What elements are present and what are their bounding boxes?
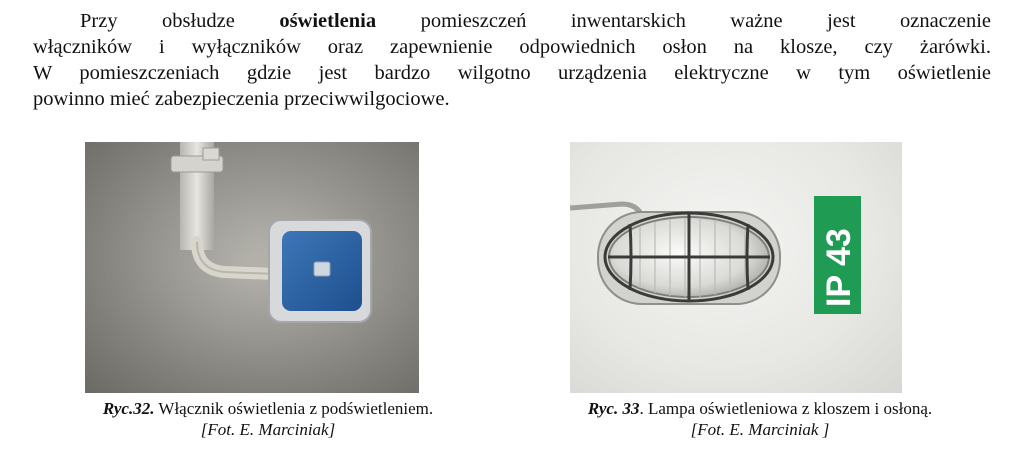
- photo-light-switch: [85, 142, 419, 393]
- lamp-illustration: [570, 142, 902, 393]
- figure-caption-33: [528, 398, 992, 440]
- paragraph-line-1-start: Przy obsłudze: [80, 10, 235, 32]
- figure-caption-32: [56, 398, 480, 440]
- body-paragraph: [33, 8, 991, 112]
- caption-32-text: Włącznik oświetlenia z podświetleniem.: [154, 399, 434, 418]
- paragraph-line-1: [33, 8, 991, 34]
- caption-33-line: [528, 398, 992, 419]
- caption-32-label: Ryc.32.: [102, 399, 155, 418]
- photo-lamp: [570, 142, 902, 393]
- light-switch-illustration: [85, 142, 419, 393]
- paragraph-line-2: włączników i wyłączników oraz zapewnienie odpowiednich osłon na klosze, czy żarówki.: [33, 36, 991, 58]
- paragraph-line-4: powinno mieć zabezpieczenia przeciwwilgociowe.: [33, 88, 450, 110]
- caption-33-label: Ryc. 33: [587, 399, 640, 418]
- caption-32-credit: [Fot. E. Marciniak]: [200, 420, 336, 439]
- caption-33-credit: [Fot. E. Marciniak ]: [690, 420, 830, 439]
- ip-rating-sign: IP 43: [820, 228, 858, 307]
- caption-33-text: . Lampa oświetleniowa z kloszem i osłoną.: [639, 399, 933, 418]
- caption-32-line: [56, 398, 480, 419]
- paragraph-line-3: W pomieszczeniach gdzie jest bardzo wilgotno urządzenia elektryczne w tym oświetlenie: [33, 62, 991, 84]
- paragraph-line-1-end: pomieszczeń inwentarskich ważne jest oznaczenie: [420, 10, 992, 32]
- paragraph-bold-term: oświetlenia: [279, 10, 377, 32]
